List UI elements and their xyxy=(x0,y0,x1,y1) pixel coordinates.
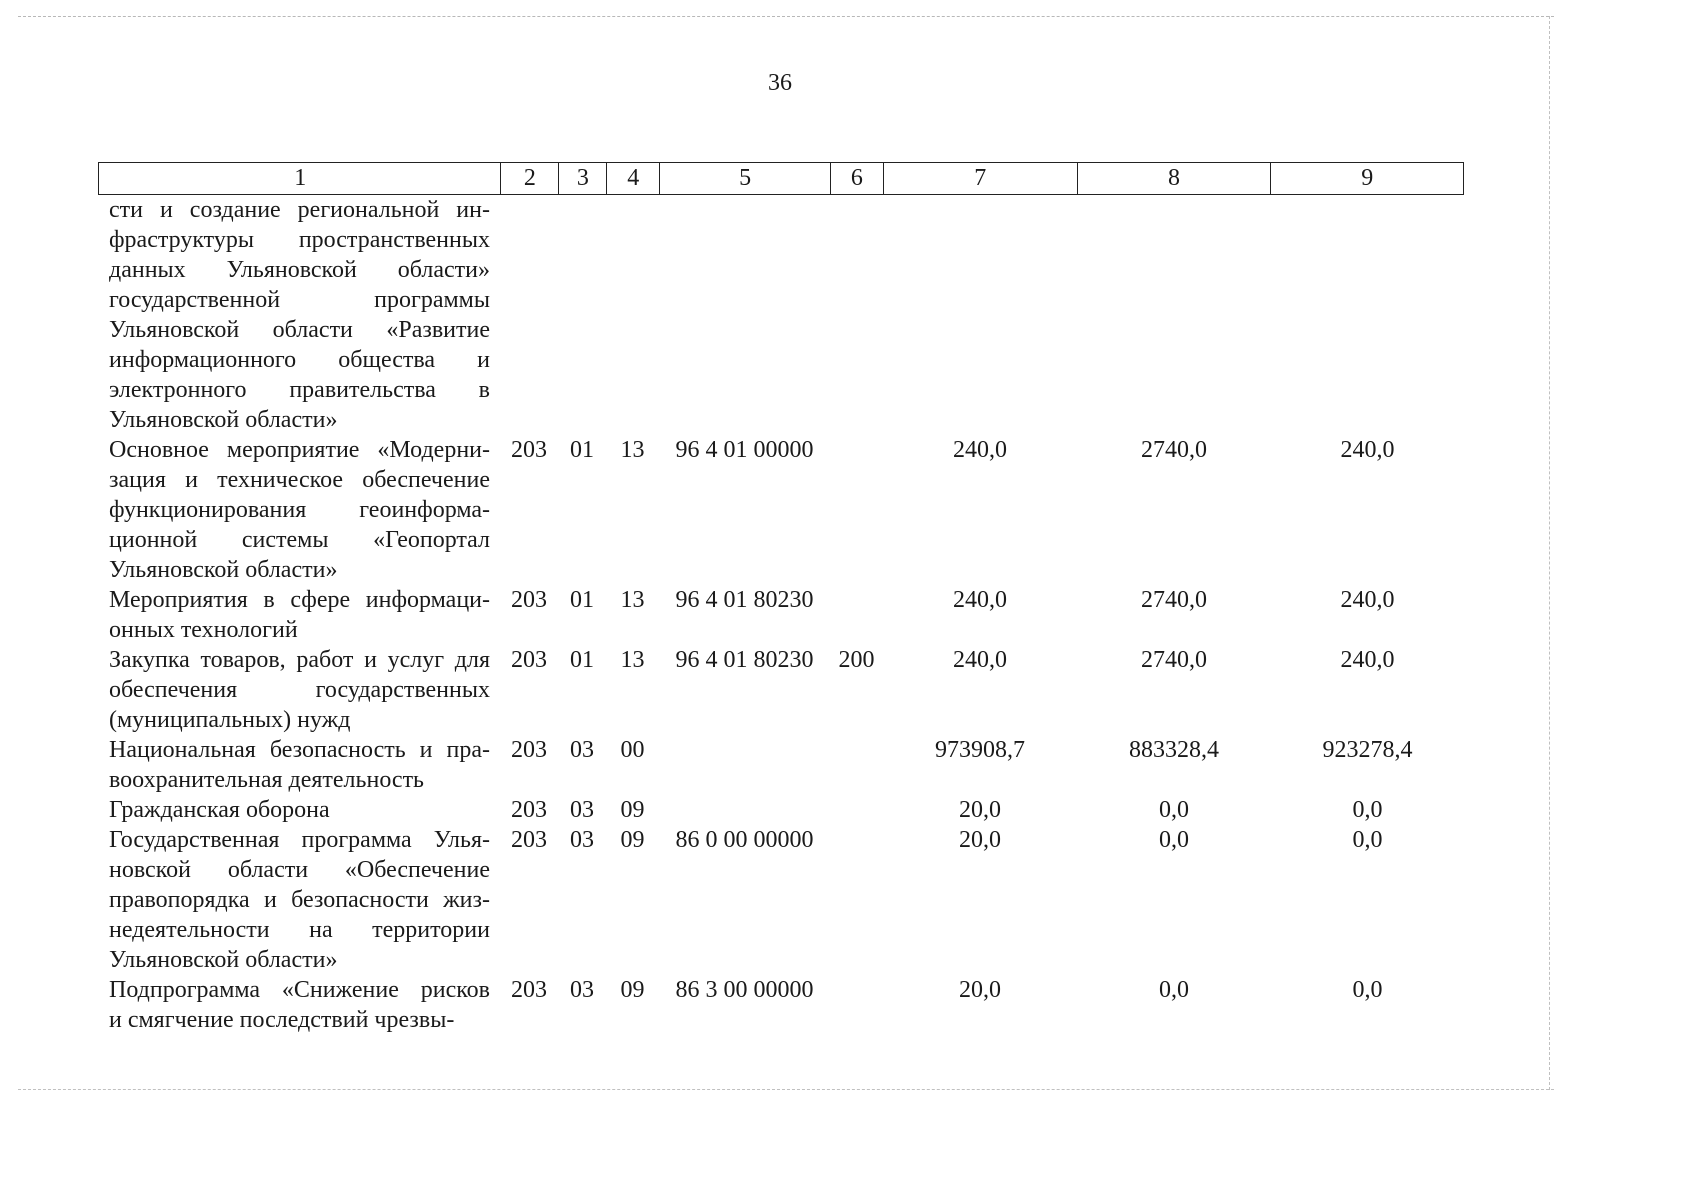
row-name-line: обеспечения государственных xyxy=(109,677,490,703)
section-cell: 01 xyxy=(570,587,594,613)
target-article-cell: 96 4 01 80230 xyxy=(675,647,814,673)
page-border-top xyxy=(18,16,1554,17)
amount-cell: 0,0 xyxy=(1159,797,1189,823)
row-name-line: Гражданская оборона xyxy=(109,797,330,823)
table-row xyxy=(98,585,1464,645)
row-name-line: Ульяновской области» xyxy=(109,407,338,433)
amount-cell xyxy=(883,195,1077,435)
row-name-cell xyxy=(98,645,500,735)
code-cell: 203 xyxy=(511,797,547,823)
row-name-line: Ульяновской области «Развитие xyxy=(109,317,490,343)
target-article-cell: 86 0 00 00000 xyxy=(675,827,814,853)
row-name-line: государственной программы xyxy=(109,287,490,313)
expense-type-cell xyxy=(830,195,883,435)
code-cell: 203 xyxy=(511,437,547,463)
expense-type-cell: 200 xyxy=(838,647,875,673)
amount-cell: 0,0 xyxy=(1159,827,1189,853)
section-cell: 03 xyxy=(570,797,594,823)
subsection-cell: 09 xyxy=(620,827,645,853)
amount-cell: 0,0 xyxy=(1352,797,1383,823)
row-name-line: Основное мероприятие «Модерни- xyxy=(109,437,490,463)
subsection-cell: 09 xyxy=(620,977,645,1003)
row-name-line: Национальная безопасность и пра- xyxy=(109,737,490,763)
subsection-cell: 09 xyxy=(620,797,645,823)
amount-cell: 0,0 xyxy=(1352,977,1383,1003)
amount-cell: 20,0 xyxy=(959,977,1001,1003)
row-name-cell xyxy=(98,795,500,825)
amount-cell xyxy=(1077,195,1271,435)
row-name-cell xyxy=(98,585,500,645)
section-cell: 03 xyxy=(570,977,594,1003)
row-name-cell xyxy=(98,735,500,795)
code-cell xyxy=(500,195,558,435)
amount-cell: 240,0 xyxy=(1340,437,1395,463)
section-cell: 01 xyxy=(570,437,594,463)
column-header: 5 xyxy=(659,163,830,194)
amount-cell: 973908,7 xyxy=(935,737,1025,763)
section-cell: 03 xyxy=(570,827,594,853)
column-header: 3 xyxy=(558,163,606,194)
target-article-cell: 96 4 01 80230 xyxy=(675,587,814,613)
row-name-line: Подпрограмма «Снижение рисков xyxy=(109,977,490,1003)
row-name-cell xyxy=(98,975,500,1035)
target-article-cell xyxy=(659,795,830,825)
row-name-line: Мероприятия в сфере информаци- xyxy=(109,587,490,613)
column-header: 4 xyxy=(606,163,659,194)
expense-type-cell xyxy=(830,435,883,585)
budget-table xyxy=(98,162,1464,1035)
code-cell: 203 xyxy=(511,647,547,673)
row-name-line: Государственная программа Улья- xyxy=(109,827,490,853)
row-name-line: данных Ульяновской области» xyxy=(109,257,490,283)
subsection-cell xyxy=(606,195,659,435)
column-header: 7 xyxy=(883,163,1077,194)
amount-cell xyxy=(1271,195,1464,435)
code-cell: 203 xyxy=(511,737,547,763)
column-header: 9 xyxy=(1270,163,1463,194)
table-row xyxy=(98,195,1464,435)
subsection-cell: 13 xyxy=(620,587,645,613)
row-name-cell xyxy=(98,825,500,975)
row-name-line: и смягчение последствий чрезвы- xyxy=(109,1007,455,1033)
section-cell: 01 xyxy=(570,647,594,673)
expense-type-cell xyxy=(830,795,883,825)
code-cell: 203 xyxy=(511,827,547,853)
row-name-line: электронного правительства в xyxy=(109,377,490,403)
row-name-line: новской области «Обеспечение xyxy=(109,857,490,883)
column-header: 6 xyxy=(830,163,883,194)
table-body xyxy=(98,195,1464,1035)
page-border-bottom xyxy=(18,1089,1554,1090)
table-row xyxy=(98,735,1464,795)
row-name-line: Ульяновской области» xyxy=(109,947,338,973)
amount-cell: 2740,0 xyxy=(1141,647,1207,673)
row-name-line: (муниципальных) нужд xyxy=(109,707,351,733)
row-name-line: Ульяновской области» xyxy=(109,557,338,583)
row-name-line: ционной системы «Геопортал xyxy=(109,527,490,553)
page-border-right xyxy=(1549,16,1550,1090)
amount-cell: 2740,0 xyxy=(1141,437,1207,463)
table-row xyxy=(98,975,1464,1035)
amount-cell: 20,0 xyxy=(959,827,1001,853)
target-article-cell xyxy=(659,195,830,435)
row-name-line: Закупка товаров, работ и услуг для xyxy=(109,647,490,673)
row-name-line: зация и техническое обеспечение xyxy=(109,467,490,493)
table-row xyxy=(98,435,1464,585)
table-row xyxy=(98,795,1464,825)
table-row xyxy=(98,825,1464,975)
amount-cell: 240,0 xyxy=(953,647,1007,673)
row-name-line: воохранительная деятельность xyxy=(109,767,424,793)
code-cell: 203 xyxy=(511,587,547,613)
amount-cell: 2740,0 xyxy=(1141,587,1207,613)
target-article-cell: 96 4 01 00000 xyxy=(675,437,814,463)
row-name-line: онных технологий xyxy=(109,617,298,643)
row-name-line: информационного общества и xyxy=(109,347,490,373)
table-row xyxy=(98,645,1464,735)
page-number: 36 xyxy=(768,70,792,96)
expense-type-cell xyxy=(830,975,883,1035)
expense-type-cell xyxy=(830,585,883,645)
column-header: 1 xyxy=(294,165,307,191)
table-header-row xyxy=(98,162,1464,195)
amount-cell: 20,0 xyxy=(959,797,1001,823)
row-name-cell xyxy=(98,435,500,585)
subsection-cell: 00 xyxy=(620,737,645,763)
row-name-line: функционирования геоинформа- xyxy=(109,497,490,523)
amount-cell: 240,0 xyxy=(953,437,1007,463)
amount-cell: 883328,4 xyxy=(1129,737,1219,763)
section-cell: 03 xyxy=(570,737,594,763)
amount-cell: 0,0 xyxy=(1159,977,1189,1003)
column-header: 8 xyxy=(1077,163,1271,194)
row-name-line: недеятельности на территории xyxy=(109,917,490,943)
amount-cell: 240,0 xyxy=(953,587,1007,613)
expense-type-cell xyxy=(830,735,883,795)
column-header: 2 xyxy=(500,163,558,194)
target-article-cell: 86 3 00 00000 xyxy=(675,977,814,1003)
expense-type-cell xyxy=(830,825,883,975)
subsection-cell: 13 xyxy=(620,647,645,673)
row-name-cell xyxy=(98,195,500,435)
amount-cell: 923278,4 xyxy=(1322,737,1413,763)
row-name-line: правопорядка и безопасности жиз- xyxy=(109,887,490,913)
amount-cell: 240,0 xyxy=(1340,587,1395,613)
section-cell xyxy=(558,195,606,435)
code-cell: 203 xyxy=(511,977,547,1003)
target-article-cell xyxy=(659,735,830,795)
subsection-cell: 13 xyxy=(620,437,645,463)
row-name-line: фраструктуры пространственных xyxy=(109,227,490,253)
amount-cell: 0,0 xyxy=(1352,827,1383,853)
amount-cell: 240,0 xyxy=(1340,647,1395,673)
row-name-line: сти и создание региональной ин- xyxy=(109,197,490,223)
